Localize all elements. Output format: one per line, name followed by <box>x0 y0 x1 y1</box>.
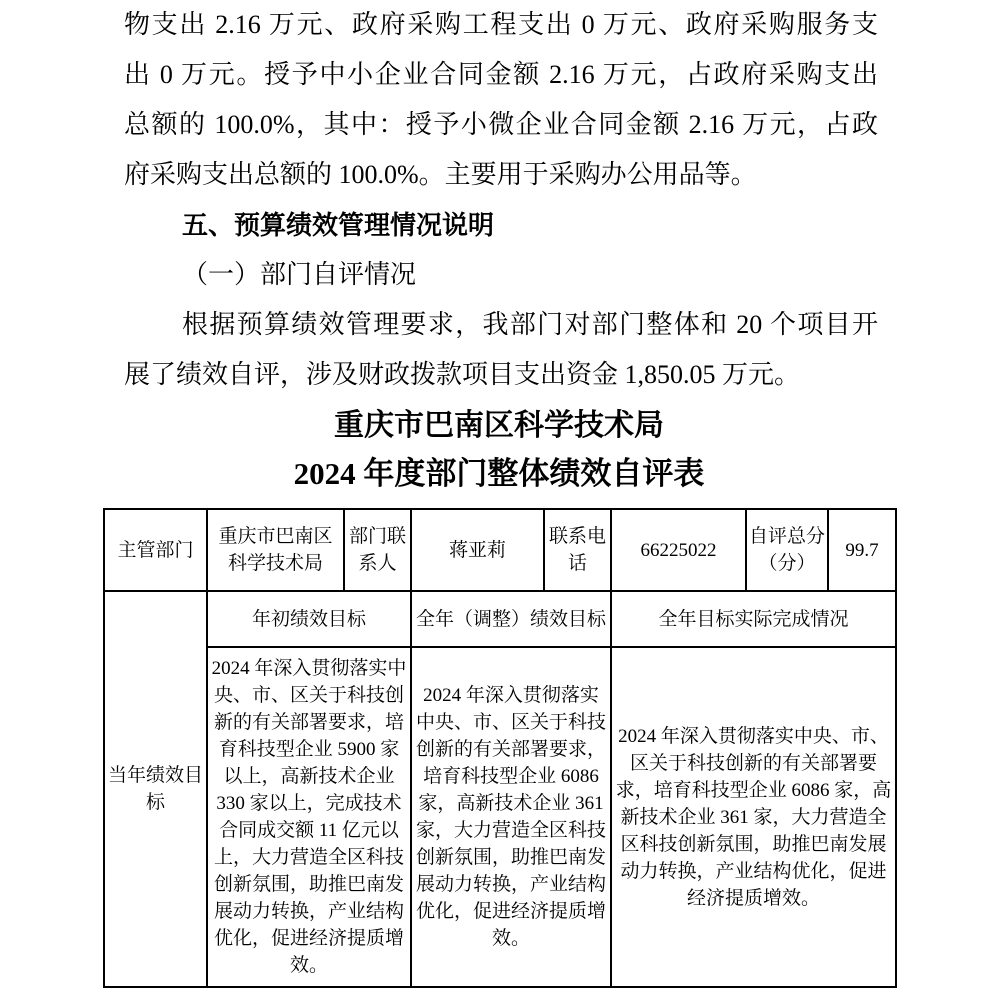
goal-row-label-cell: 当年绩效目标 <box>104 591 207 987</box>
initial-goal-header-cell: 年初绩效目标 <box>207 591 411 647</box>
score-label-cell: 自评总分（分） <box>746 509 828 591</box>
paragraph-line: 府采购支出总额的 100.0%。主要用于采购办公用品等。 <box>124 160 757 189</box>
actual-goal-cell: 2024 年深入贯彻落实中央、市、区关于科技创新的有关部署要求，培育科技型企业 6086 家，高新技术企业 361 家，大力营造全区科技创新氛围，助推巴南发展动力转换，产业结构优化，促进经济提质增效。 <box>611 647 896 987</box>
supervisor-label-cell: 主管部门 <box>104 509 207 591</box>
table-title-line-1: 重庆市巴南区科学技术局 <box>334 409 664 442</box>
adjusted-goal-cell: 2024 年深入贯彻落实中央、市、区关于科技创新的有关部署要求，培育科技型企业 6086 家，高新技术企业 361 家，大力营造全区科技创新氛围，助推巴南发展动力转换，产业结构优化，促进经济提质增效。 <box>411 647 611 987</box>
paragraph-line: 根据预算绩效管理要求，我部门对部门整体和 20 个项目开 <box>182 310 878 339</box>
self-evaluation-table <box>103 508 897 988</box>
contact-value-cell: 蒋亚莉 <box>411 509 544 591</box>
contact-label-cell: 部门联系人 <box>344 509 411 591</box>
phone-label-cell: 联系电话 <box>544 509 611 591</box>
phone-value-cell: 66225022 <box>611 509 746 591</box>
initial-goal-cell: 2024 年深入贯彻落实中央、市、区关于科技创新的有关部署要求，培育科技型企业 5900 家以上，高新技术企业 330 家以上，完成技术合同成交额 11 亿元以上，大力营造全区科技创新氛围，助推巴南发展动力转换，产业结构优化，促进经济提质增效。 <box>207 647 411 987</box>
paragraph-line: 总额的 100.0%，其中：授予小微企业合同金额 2.16 万元，占政 <box>124 110 878 139</box>
body-text <box>124 0 878 400</box>
score-value-cell: 99.7 <box>828 509 896 591</box>
actual-goal-header-cell: 全年目标实际完成情况 <box>611 591 896 647</box>
subsection-heading: （一）部门自评情况 <box>182 260 417 289</box>
adjusted-goal-header-cell: 全年（调整）绩效目标 <box>411 591 611 647</box>
supervisor-value-cell: 重庆市巴南区科学技术局 <box>207 509 344 591</box>
paragraph-line: 展了绩效自评，涉及财政拨款项目支出资金 1,850.05 万元。 <box>124 360 801 389</box>
table-title-line-2: 2024 年度部门整体绩效自评表 <box>293 456 705 491</box>
paragraph-line: 物支出 2.16 万元、政府采购工程支出 0 万元、政府采购服务支 <box>124 10 878 39</box>
section-heading: 五、预算绩效管理情况说明 <box>182 210 495 240</box>
paragraph-line: 出 0 万元。授予中小企业合同金额 2.16 万元，占政府采购支出 <box>124 60 878 89</box>
